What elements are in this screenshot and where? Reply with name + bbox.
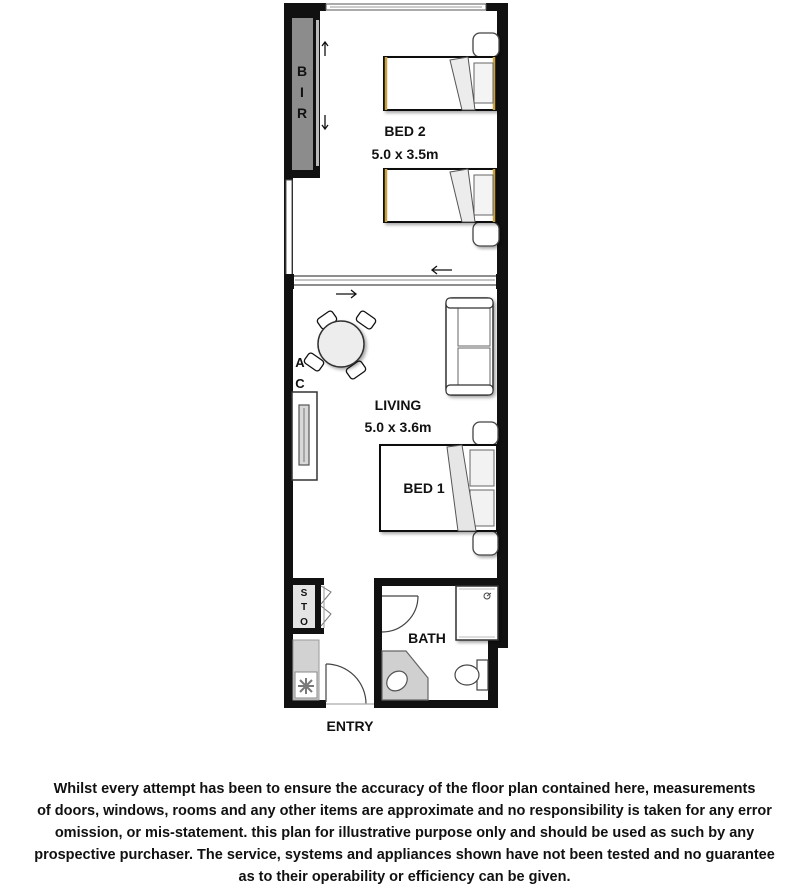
stove-icon [298, 678, 314, 694]
bir-label-b: B [296, 63, 308, 79]
sto-label-s: S [300, 588, 308, 599]
tv-unit [292, 392, 317, 480]
entry-door [326, 664, 374, 704]
single-bed-lower [384, 169, 496, 222]
bir-label-i: I [300, 84, 304, 100]
shower [456, 586, 498, 640]
ac-label-c: C [295, 376, 305, 391]
single-bed-upper [384, 57, 496, 110]
disclaimer-line: of doors, windows, rooms and any other items are approximate and no responsibility is taken for any error [37, 803, 772, 819]
entry-label: ENTRY [326, 718, 374, 734]
sofa [446, 298, 493, 395]
bed-2-size: 5.0 x 3.5m [371, 146, 439, 162]
living-name: LIVING [374, 397, 422, 413]
disclaimer-line: omission, or mis-statement. this plan for illustrative purpose only and should be used as such by any [54, 825, 755, 841]
bed-2-single-beds [384, 33, 499, 246]
toilet [455, 660, 488, 690]
disclaimer-line: prospective purchaser. The service, systems and appliances shown have not been tested and no guarantee [34, 847, 775, 863]
bed-1-name: BED 1 [403, 480, 445, 496]
disclaimer-line: as to their operability or efficiency can be given. [238, 869, 571, 885]
vanity-basin [382, 651, 428, 700]
sto-label-t: T [300, 602, 308, 613]
ac-label-a: A [295, 355, 305, 370]
bath-name: BATH [408, 630, 446, 646]
dining-table-set [303, 310, 377, 380]
disclaimer [0, 778, 809, 888]
disclaimer-line: Whilst every attempt has been to ensure the accuracy of the floor plan contained here, measurements [53, 781, 756, 797]
storage-cupboard [293, 585, 331, 628]
bed-2-name: BED 2 [384, 123, 426, 139]
sto-label-o: O [300, 617, 308, 628]
bir-label-r: R [296, 105, 308, 121]
living-size: 5.0 x 3.6m [364, 419, 432, 435]
kitchenette [293, 640, 319, 700]
